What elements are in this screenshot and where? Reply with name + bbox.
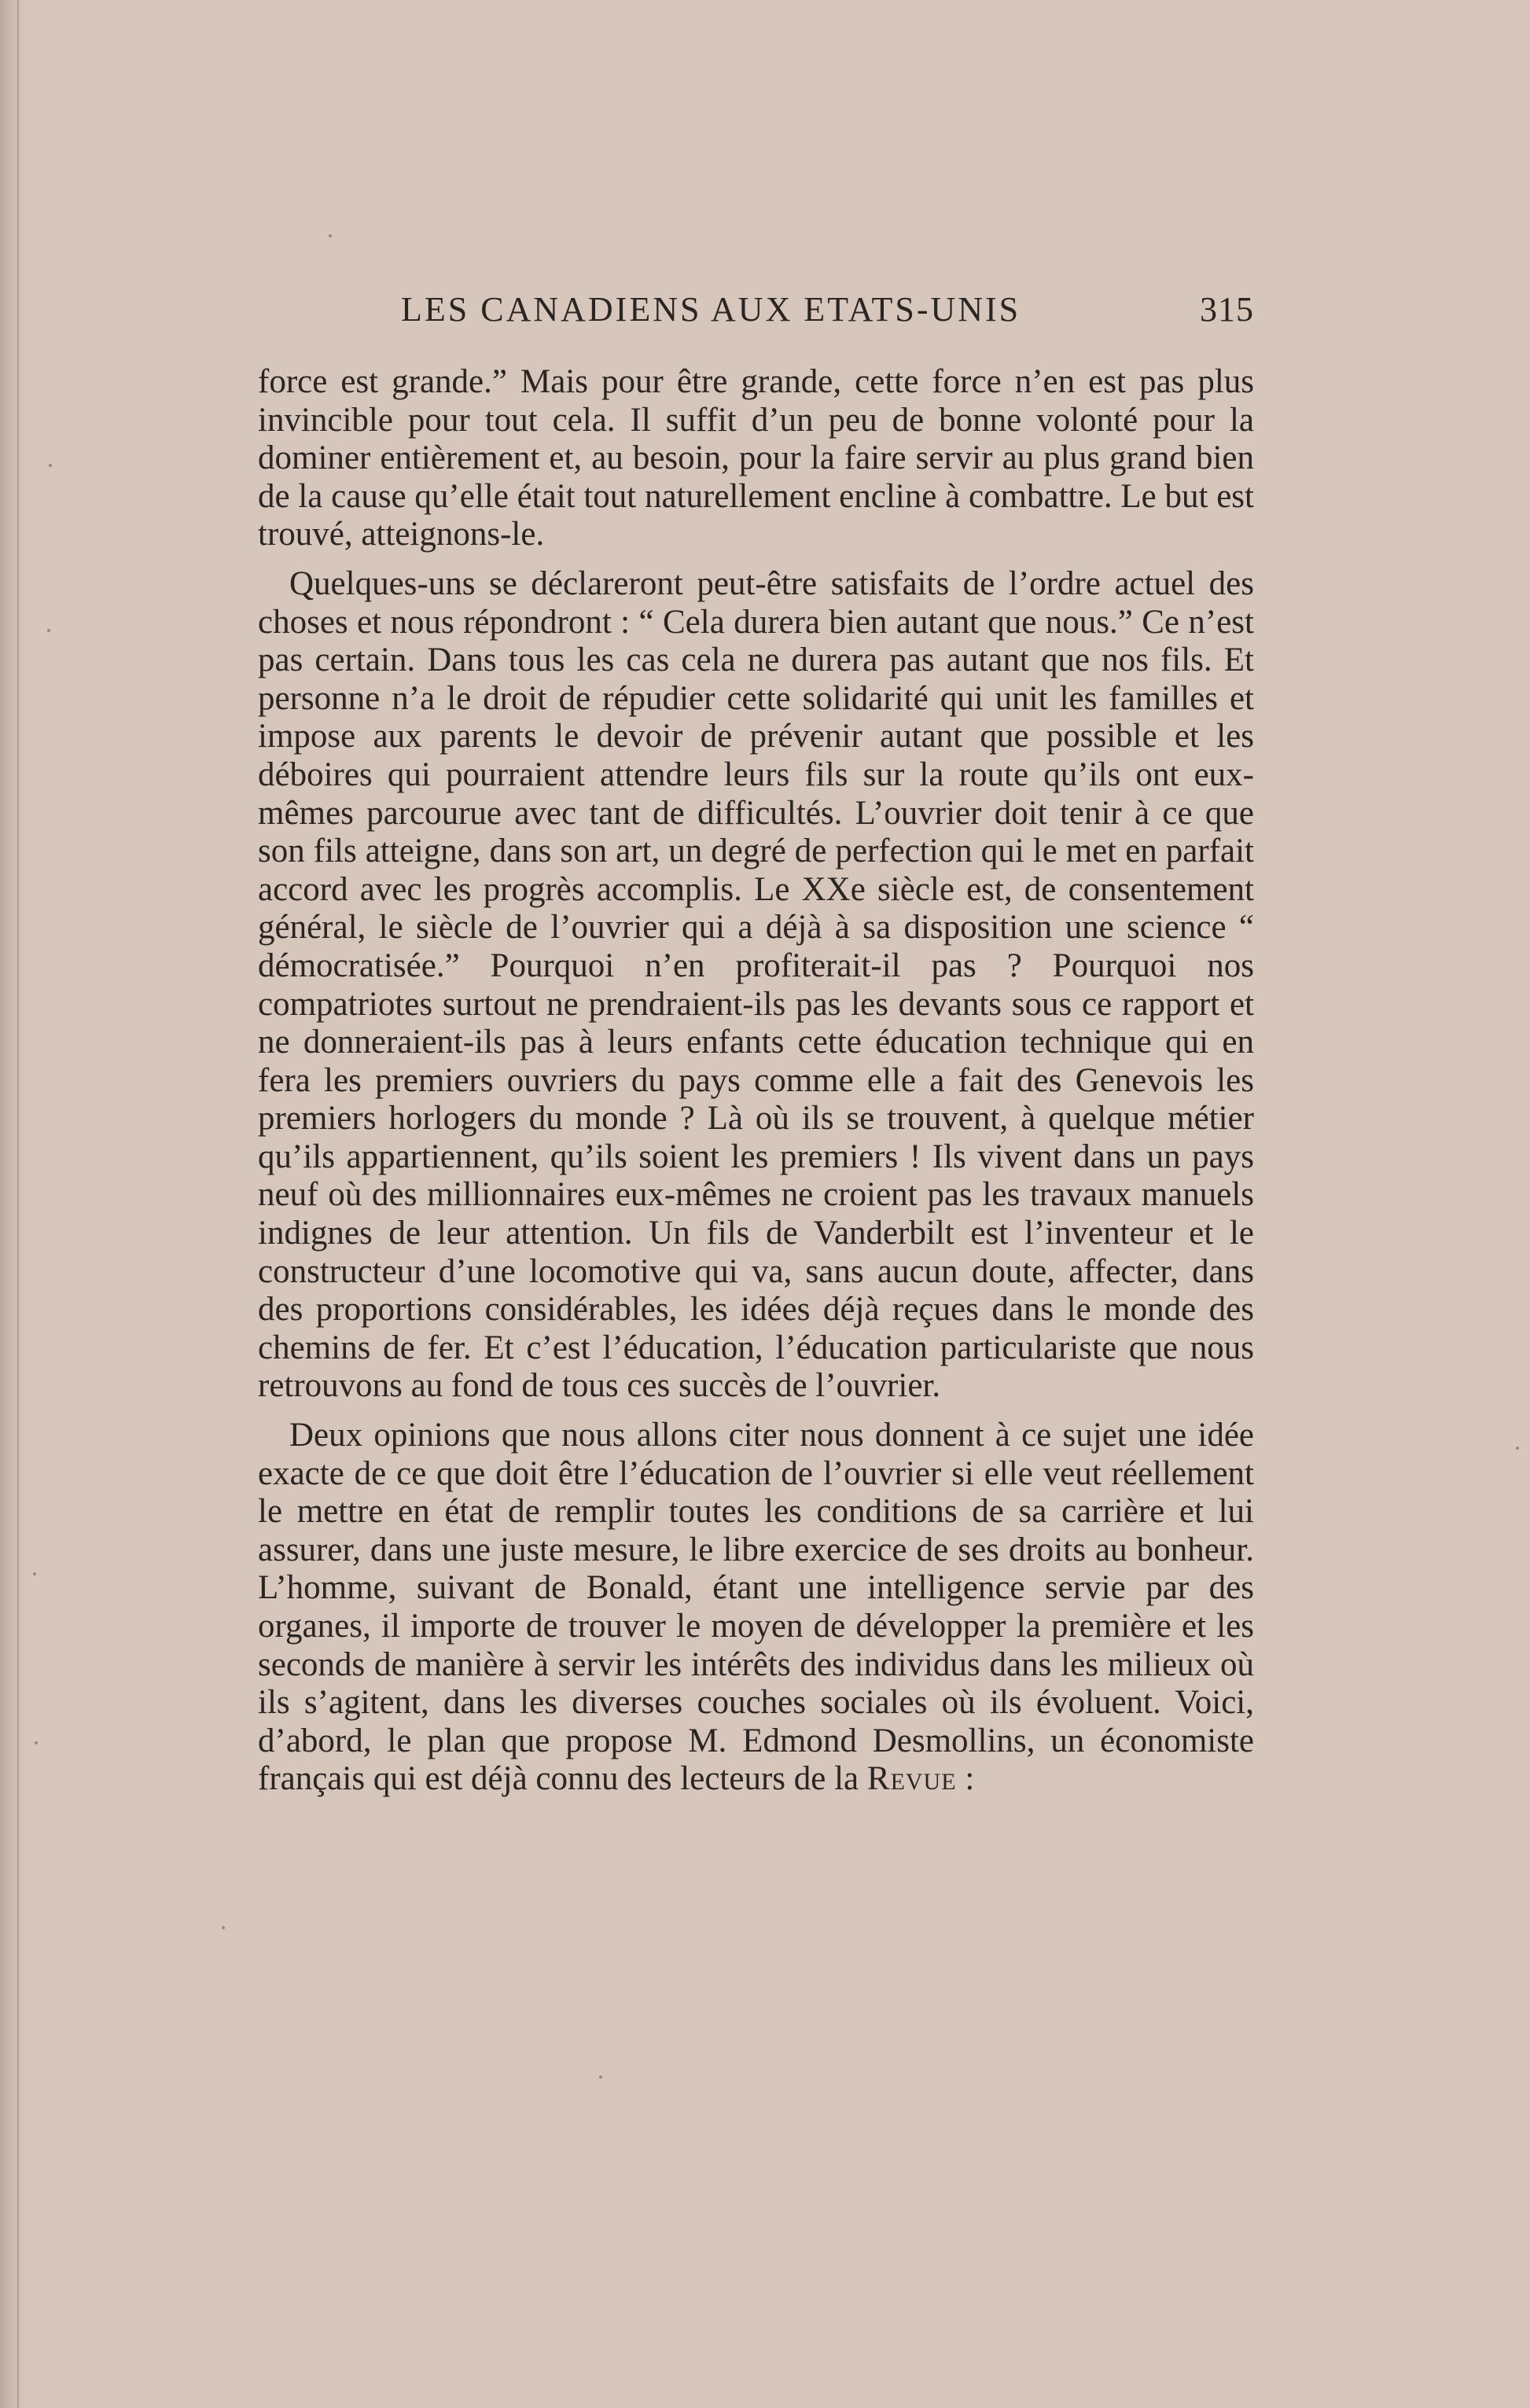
page-number: 315 bbox=[1200, 290, 1254, 329]
paragraph-3 bbox=[258, 1417, 1254, 1799]
paper-speck bbox=[1516, 1447, 1519, 1450]
paragraph-1: force est grande.” Mais pour être grande, cette force n’en est pas plus invincible pour tout cela. Il suffit d’un peu de bonne volonté pour la dominer entièrement et, au besoin, pour la faire servir au plus grand bien de la cause qu’elle était tout naturellement encline à combattre. Le but est trouvé, atteignons-le. bbox=[258, 363, 1254, 553]
running-title: LES CANADIENS AUX ETATS-UNIS bbox=[401, 290, 1021, 329]
paper-speck bbox=[222, 1926, 225, 1929]
paragraph-3-text: Deux opinions que nous allons citer nous donnent à ce sujet une idée exacte de ce que doit être l’éducation de l’ouvrier si elle veut réellement le mettre en état de remplir toutes les conditions de sa carrière et lui assurer, dans une juste mesure, le libre exercice de ses droits au bonheur. L’homme, suivant de Bonald, étant une intelligence servie par des organes, il importe de trouver le moyen de développer la première et les seconds de manière à servir les intérêts des individus dans les milieux où ils s’agitent, dans les diverses couches sociales où ils évoluent. Voici, d’abord, le plan que propose M. Edmond Desmollins, un économiste français qui est déjà connu des lecteurs de la bbox=[258, 1417, 1254, 1798]
paragraph-3-end: : bbox=[956, 1760, 975, 1798]
revue-smallcaps: Revue bbox=[866, 1760, 957, 1798]
paragraph-2: Quelques-uns se déclareront peut-être satisfaits de l’ordre actuel des choses et nous répondront : “ Cela durera bien autant que nous.” Ce n’est pas certain. Dans tous les cas cela ne durera pas autant que nos fils. Et personne n’a le droit de répudier cette solidarité qui unit les familles et impose aux parents le devoir de prévenir autant que possible et les déboires qui pourraient attendre leurs fils sur la route qu’ils ont eux-mêmes parcourue avec tant de difficultés. L’ouvrier doit tenir à ce que son fils atteigne, dans son art, un degré de perfection qui le met en parfait accord avec les progrès accomplis. Le XXe siècle est, de consentement général, le siècle de l’ouvrier qui a déjà à sa disposition une science “ démocratisée.” Pourquoi n’en profiterait-il pas ? Pourquoi nos compatriotes surtout ne prendraient-ils pas les devants sous ce rapport et ne donneraient-ils pas à leurs enfants cette éducation technique qui en fera les premiers ouvriers du pays comme elle a fait des Genevois les premiers horlogers du monde ? Là où ils se trouvent, à quelque métier qu’ils appartiennent, qu’ils soient les premiers ! Ils vivent dans un pays neuf où des millionnaires eux-mêmes ne croient pas les travaux manuels indignes de leur attention. Un fils de Vanderbilt est l’inventeur et le constructeur d’une locomotive qui va, sans aucun doute, affecter, dans des proportions considérables, les idées déjà reçues dans le monde des chemins de fer. Et c’est l’éducation, l’éducation particulariste que nous retrouvons au fond de tous ces succès de l’ouvrier. bbox=[258, 564, 1254, 1405]
paper-speck bbox=[33, 1572, 36, 1575]
paper-speck bbox=[329, 234, 332, 237]
paper-speck bbox=[49, 464, 52, 467]
paper-speck bbox=[47, 629, 50, 632]
page-binding-line bbox=[17, 0, 19, 2408]
running-head bbox=[259, 289, 1254, 330]
page-edge-shadow bbox=[0, 0, 27, 2408]
paper-speck bbox=[35, 1741, 38, 1744]
body-text bbox=[258, 363, 1254, 1799]
paper-speck bbox=[599, 2075, 602, 2079]
